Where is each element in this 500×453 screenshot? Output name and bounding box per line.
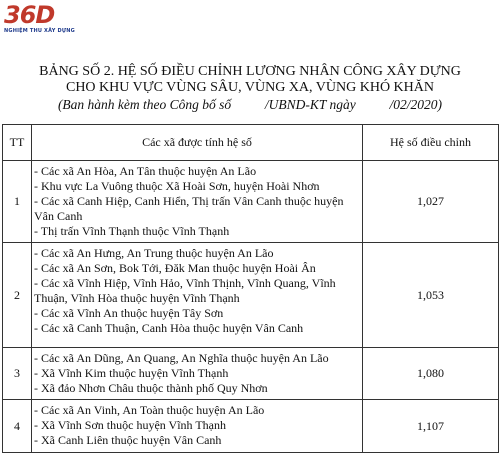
document-title	[0, 64, 500, 113]
header-tt: TT	[3, 125, 32, 161]
table-row	[3, 348, 499, 400]
coefficient-table	[2, 124, 499, 453]
commune-line: - Các xã An Dũng, An Quang, An Nghĩa thuộc huyện An Lão	[34, 351, 329, 365]
logo-mark: 36D	[4, 1, 55, 29]
logo-tagline: NGHIỆM THU XÂY DỰNG	[4, 28, 75, 34]
title-line-1: BẢNG SỐ 2. HỆ SỐ ĐIỀU CHỈNH LƯƠNG NHÂN CÔNG XÂY DỰNG	[39, 64, 461, 79]
commune-line: - Xã đảo Nhơn Châu thuộc thành phố Quy Nhơn	[34, 381, 268, 395]
row-coefficient: 1,107	[363, 400, 499, 453]
row-communes	[32, 400, 363, 453]
row-number: 1	[3, 161, 32, 243]
header-coefficient: Hệ số điều chỉnh	[363, 125, 499, 161]
commune-line: - Các xã Canh Hiệp, Canh Hiển, Thị trấn Vân Canh thuộc huyện Vân Canh	[34, 194, 344, 223]
commune-line: - Khu vực La Vuông thuộc Xã Hoài Sơn, huyện Hoài Nhơn	[34, 179, 320, 193]
commune-line: - Xã Vĩnh Sơn thuộc huyện Vĩnh Thạnh	[34, 418, 226, 432]
row-coefficient: 1,053	[363, 243, 499, 348]
commune-line: - Xã Canh Liên thuộc huyện Vân Canh	[34, 433, 222, 447]
table-row	[3, 400, 499, 453]
commune-line: - Các xã An Hưng, An Trung thuộc huyện An Lão	[34, 246, 274, 260]
title-line-2: CHO KHU VỰC VÙNG SÂU, VÙNG XA, VÙNG KHÓ KHĂN	[65, 80, 434, 95]
commune-line: - Các xã An Hòa, An Tân thuộc huyện An Lão	[34, 164, 257, 178]
commune-line: - Xã Vĩnh Kim thuộc huyện Vĩnh Thạnh	[34, 366, 229, 380]
row-coefficient: 1,027	[363, 161, 499, 243]
commune-line: - Các xã Vĩnh An thuộc huyện Tây Sơn	[34, 306, 224, 320]
commune-line: - Các xã An Sơn, Bok Tới, Đăk Man thuộc huyện Hoài Ân	[34, 261, 316, 275]
row-coefficient: 1,080	[363, 348, 499, 400]
row-communes	[32, 161, 363, 243]
document-subtitle: (Ban hành kèm theo Công bố số /UBND-KT ngày /02/2020)	[57, 97, 443, 112]
row-number: 4	[3, 400, 32, 453]
row-number: 2	[3, 243, 32, 348]
table-row	[3, 161, 499, 243]
commune-line: - Các xã Canh Thuận, Canh Hòa thuộc huyện Vân Canh	[34, 321, 304, 335]
commune-line: - Các xã An Vinh, An Toàn thuộc huyện An Lão	[34, 403, 265, 417]
table-header-row	[3, 125, 499, 161]
row-communes	[32, 348, 363, 400]
commune-line: - Các xã Vĩnh Hiệp, Vĩnh Hảo, Vĩnh Thịnh, Vĩnh Quang, Vĩnh Thuận, Vĩnh Hòa thuộc huyện Vĩnh Thạnh	[34, 276, 336, 305]
row-communes	[32, 243, 363, 348]
logo	[4, 1, 75, 37]
commune-line: - Thị trấn Vĩnh Thạnh thuộc Vĩnh Thạnh	[34, 224, 230, 238]
table-row	[3, 243, 499, 348]
row-number: 3	[3, 348, 32, 400]
header-communes: Các xã được tính hệ số	[32, 125, 363, 161]
